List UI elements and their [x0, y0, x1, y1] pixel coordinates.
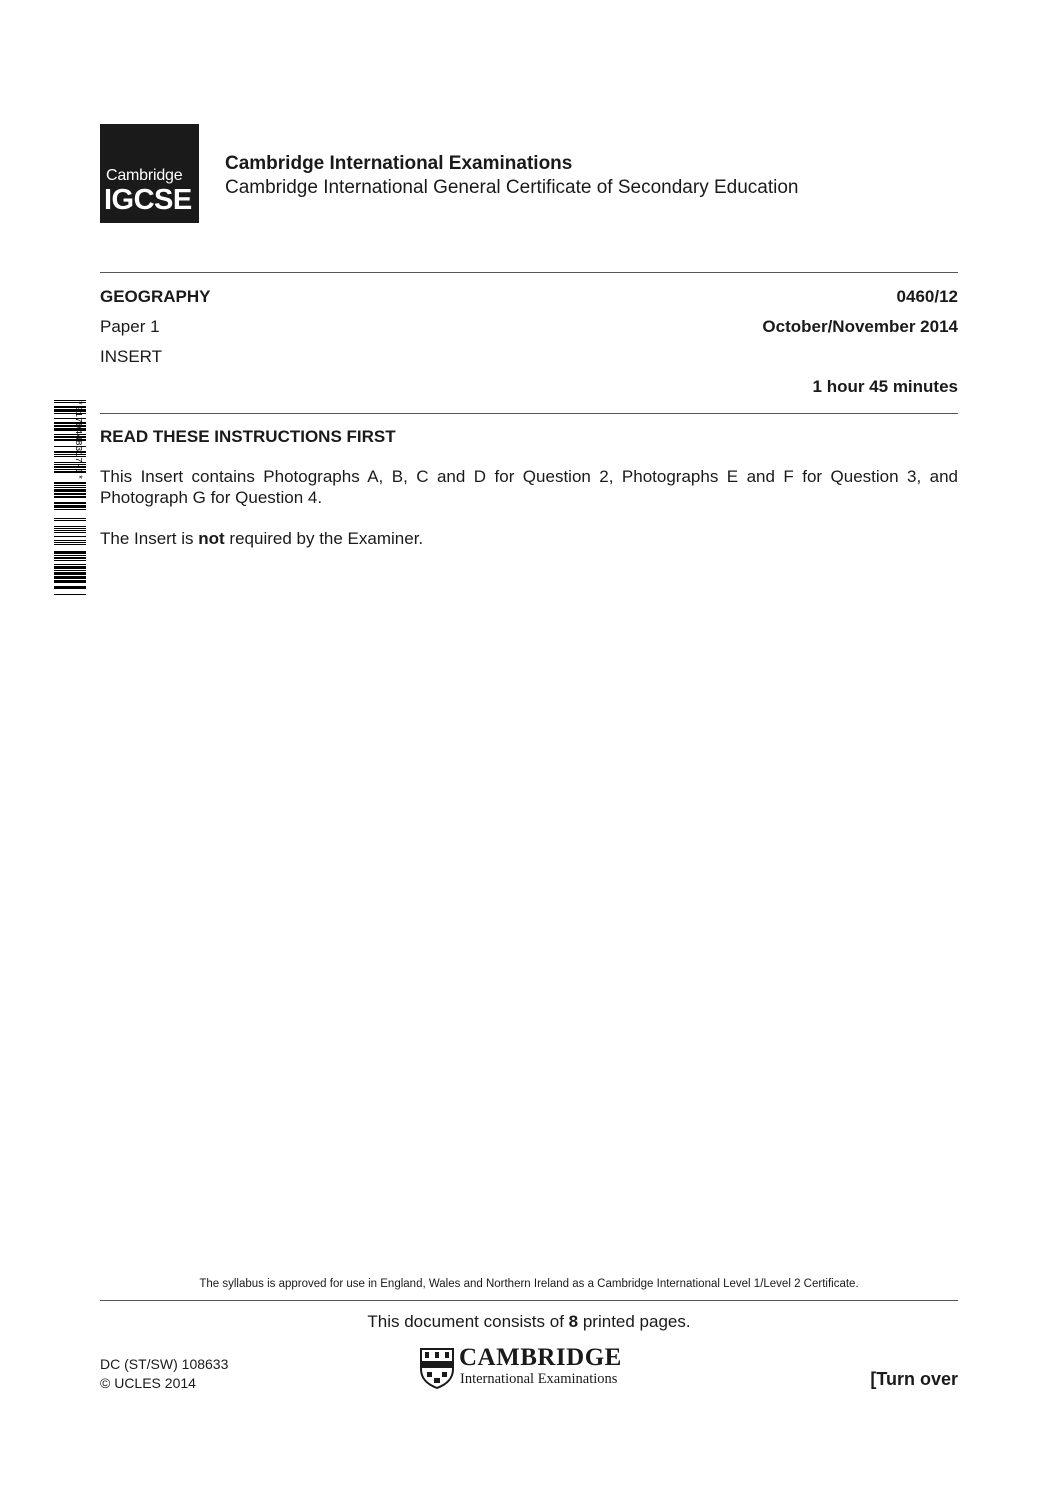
- barcode-bar: [54, 487, 86, 488]
- session: October/November 2014: [762, 317, 958, 336]
- barcode-bar: [54, 557, 86, 559]
- barcode-bar: [54, 530, 86, 531]
- barcode-bar: [54, 576, 86, 579]
- instructions-divider: [100, 413, 958, 414]
- pages-before: This document consists of: [367, 1312, 569, 1331]
- org-subtitle: Cambridge International General Certificate of Secondary Education: [225, 177, 799, 198]
- doc-codes: [100, 1355, 228, 1393]
- paper-type: INSERT: [100, 347, 163, 366]
- barcode-bar: [54, 594, 86, 595]
- barcode-bar: [54, 586, 86, 589]
- barcode-bar: [54, 526, 86, 527]
- instructions-heading: READ THESE INSTRUCTIONS FIRST: [100, 427, 396, 446]
- para2-after: required by the Examiner.: [224, 529, 424, 548]
- barcode-bar: [54, 493, 86, 495]
- barcode-bar: [54, 518, 86, 519]
- pages-after: printed pages.: [578, 1312, 691, 1331]
- para2-before: The Insert is: [100, 529, 199, 548]
- barcode-bar: [54, 485, 86, 486]
- subject: GEOGRAPHY: [100, 287, 211, 306]
- barcode-bar: [54, 489, 86, 492]
- footer-divider: [100, 1300, 958, 1301]
- barcode-bar: [54, 520, 86, 521]
- barcode: [40, 398, 86, 601]
- duration: 1 hour 45 minutes: [812, 377, 958, 396]
- instructions-paragraph-2: [100, 528, 958, 549]
- para2-bold: not: [198, 529, 225, 548]
- barcode-bar: [54, 482, 86, 484]
- barcode-bar: [54, 496, 86, 498]
- barcode-bar: [54, 540, 86, 541]
- turn-over: [Turn over: [870, 1369, 958, 1389]
- barcode-bar: [54, 509, 86, 510]
- paper-number: Paper 1: [100, 317, 160, 336]
- logo-line1: Cambridge: [106, 167, 183, 184]
- barcode-bar: [54, 564, 86, 565]
- cambridge-shield-icon: [419, 1347, 455, 1389]
- barcode-bar: [54, 542, 86, 543]
- page-count-line: [100, 1312, 958, 1332]
- barcode-bar: [54, 566, 86, 569]
- barcode-bar: [54, 502, 86, 504]
- logo-line2: IGCSE: [104, 184, 192, 216]
- org-name: Cambridge International Examinations: [225, 153, 573, 174]
- barcode-bar: [54, 528, 86, 529]
- barcode-bar: [54, 580, 86, 583]
- cambridge-word: CAMBRIDGE: [459, 1344, 622, 1371]
- barcode-bar: [54, 555, 86, 556]
- syllabus-note: The syllabus is approved for use in England, Wales and Northern Ireland as a Cambridge International Level 1/Level 2 Certificate.: [199, 1278, 859, 1290]
- igcse-logo: [100, 124, 199, 223]
- instructions-paragraph-1: This Insert contains Photographs A, B, C and D for Question 2, Photographs E and F for Question 3, and Photograph G for Question 4.: [100, 467, 958, 507]
- barcode-text: *9179448317-I*: [73, 400, 84, 480]
- pages-count: 8: [568, 1312, 579, 1331]
- barcode-bar: [54, 570, 86, 571]
- barcode-bar: [54, 572, 86, 575]
- doc-code: DC (ST/SW) 108633: [100, 1356, 229, 1372]
- cambridge-sub: International Examinations: [460, 1371, 618, 1387]
- header-divider: [100, 272, 958, 273]
- cambridge-logo: [419, 1344, 629, 1391]
- copyright: © UCLES 2014: [100, 1375, 196, 1391]
- barcode-bar: [54, 551, 86, 554]
- barcode-bar: [54, 505, 86, 508]
- paper-code: 0460/12: [896, 287, 958, 306]
- barcode-bar: [54, 536, 86, 537]
- barcode-bar: [54, 560, 86, 561]
- barcode-bar: [54, 544, 86, 545]
- barcode-bar: [54, 532, 86, 533]
